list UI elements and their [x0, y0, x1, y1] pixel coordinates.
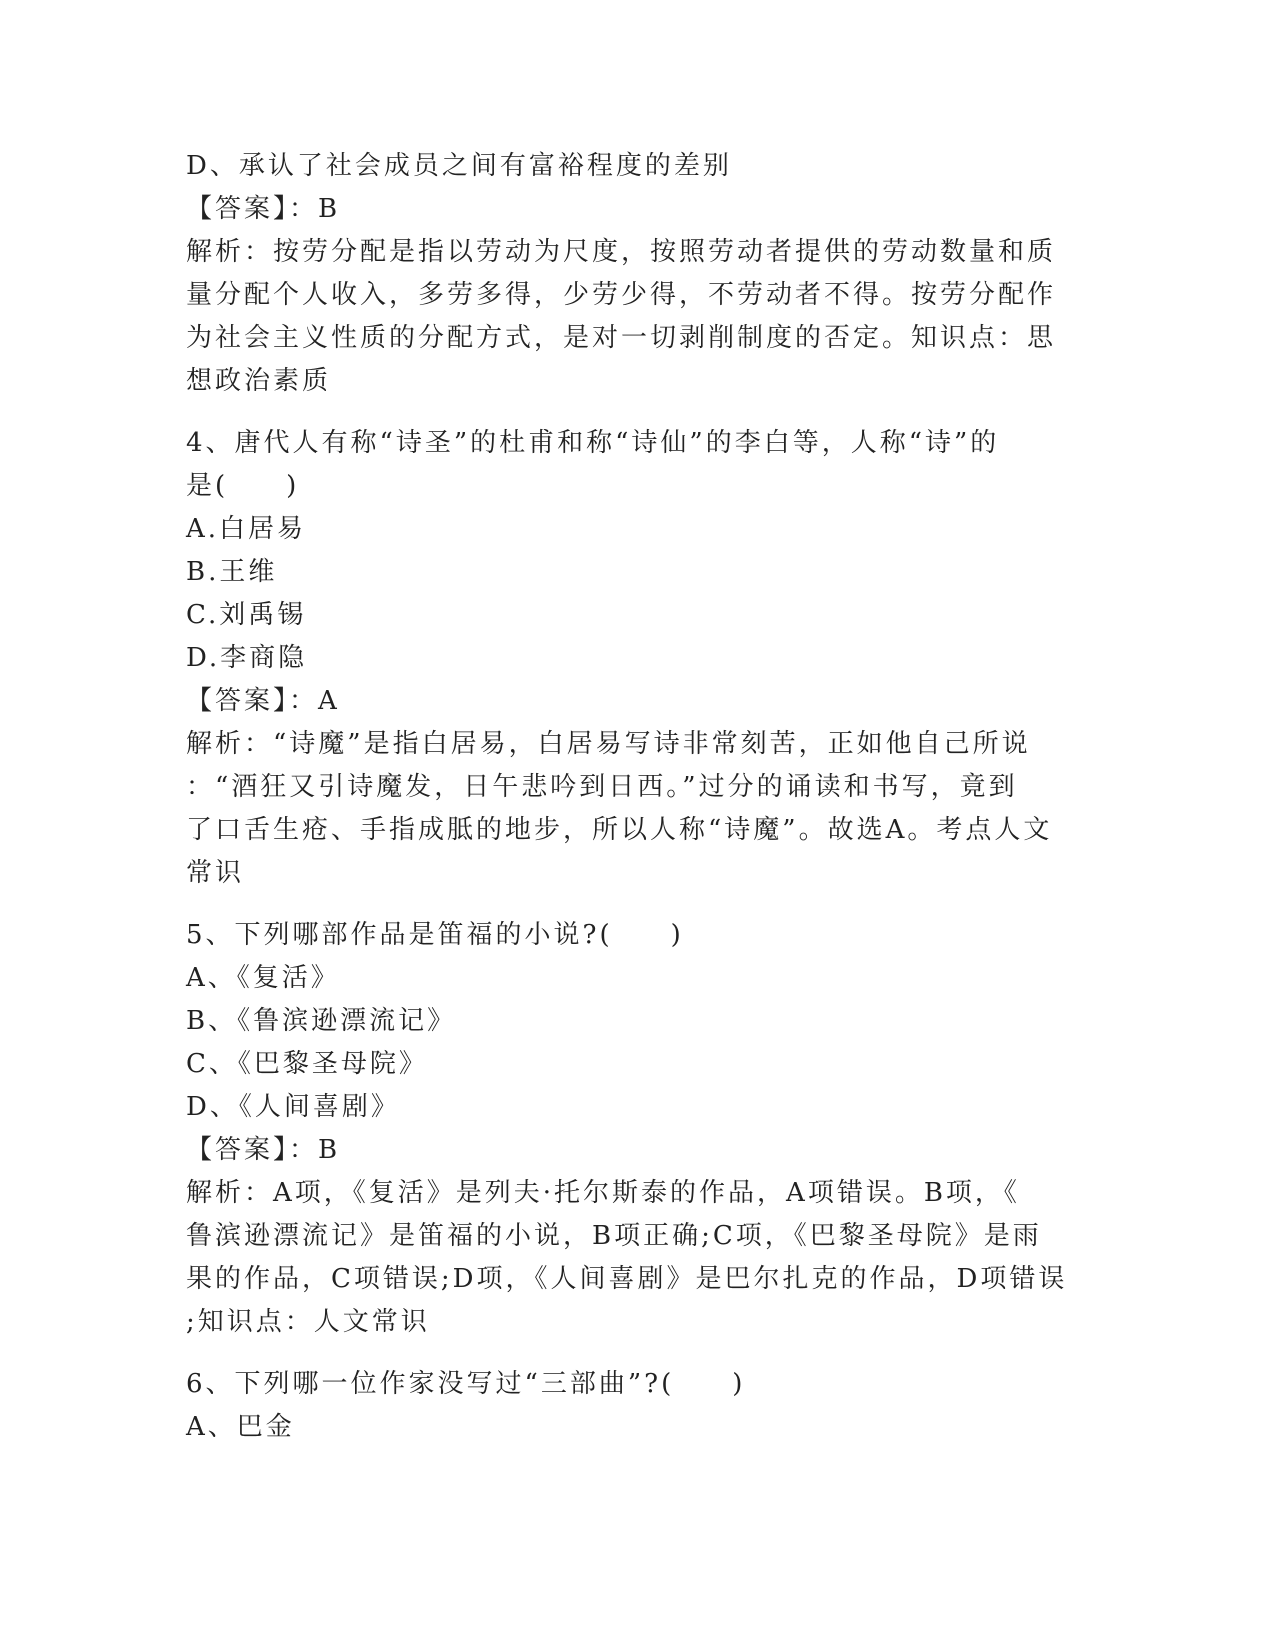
question-spacer	[186, 403, 1086, 422]
question-spacer	[186, 1344, 1086, 1363]
q4-stem-line-1: 4、唐代人有称“诗圣”的杜甫和称“诗仙”的李白等，人称“诗”的	[186, 428, 1000, 458]
q3-answer: 【答案】：B	[186, 194, 341, 224]
q3-analysis-line-3: 为社会主义性质的分配方式，是对一切剥削制度的否定。知识点：思	[186, 323, 1057, 353]
q5-stem: 5、下列哪部作品是笛福的小说?( )	[186, 920, 684, 950]
q3-analysis-line-2: 量分配个人收入，多劳多得，少劳少得，不劳动者不得。按劳分配作	[186, 280, 1057, 310]
q4-option-d: D.李商隐	[186, 643, 308, 673]
q3-option-d: D、承认了社会成员之间有富裕程度的差别	[186, 151, 732, 181]
q4-analysis-line-1: 解析：“诗魔”是指白居易，白居易写诗非常刻苦，正如他自己所说	[186, 729, 1031, 759]
q5-answer: 【答案】：B	[186, 1135, 341, 1165]
q4-answer: 【答案】：A	[186, 686, 340, 716]
q3-analysis-line-1: 解析：按劳分配是指以劳动为尺度，按照劳动者提供的劳动数量和质	[186, 237, 1057, 267]
q5-option-d: D、《人间喜剧》	[186, 1092, 400, 1122]
q5-option-b: B、《鲁滨逊漂流记》	[186, 1006, 457, 1036]
q5-option-c: C、《巴黎圣母院》	[186, 1049, 428, 1079]
q4-option-c: C.刘禹锡	[186, 600, 307, 630]
q5-analysis-line-3: 果的作品，C项错误;D项，《人间喜剧》是巴尔扎克的作品，D项错误	[186, 1264, 1068, 1294]
q4-analysis-line-2: ：“酒狂又引诗魔发，日午悲吟到日西。”过分的诵读和书写，竟到	[186, 772, 1018, 802]
q4-option-b: B.王维	[186, 557, 278, 587]
q6-stem: 6、下列哪一位作家没写过“三部曲”?( )	[186, 1369, 746, 1399]
page-content	[186, 145, 1086, 1449]
q5-analysis-line-1: 解析：A项，《复活》是列夫·托尔斯泰的作品，A项错误。B项，《	[186, 1178, 1020, 1208]
q4-analysis-line-3: 了口舌生疮、手指成胝的地步，所以人称“诗魔”。故选A。考点人文	[186, 815, 1053, 845]
q4-analysis-line-4: 常识	[186, 858, 245, 888]
q5-option-a: A、《复活》	[186, 963, 340, 993]
q5-analysis-line-4: ;知识点：人文常识	[186, 1307, 430, 1337]
q4-option-a: A.白居易	[186, 514, 307, 544]
q5-analysis-line-2: 鲁滨逊漂流记》是笛福的小说，B项正确;C项，《巴黎圣母院》是雨	[186, 1221, 1042, 1251]
q3-analysis-line-4: 想政治素质	[186, 366, 332, 396]
q6-option-a: A、巴金	[186, 1412, 295, 1442]
q4-stem-line-2: 是( )	[186, 471, 300, 501]
question-spacer	[186, 895, 1086, 914]
